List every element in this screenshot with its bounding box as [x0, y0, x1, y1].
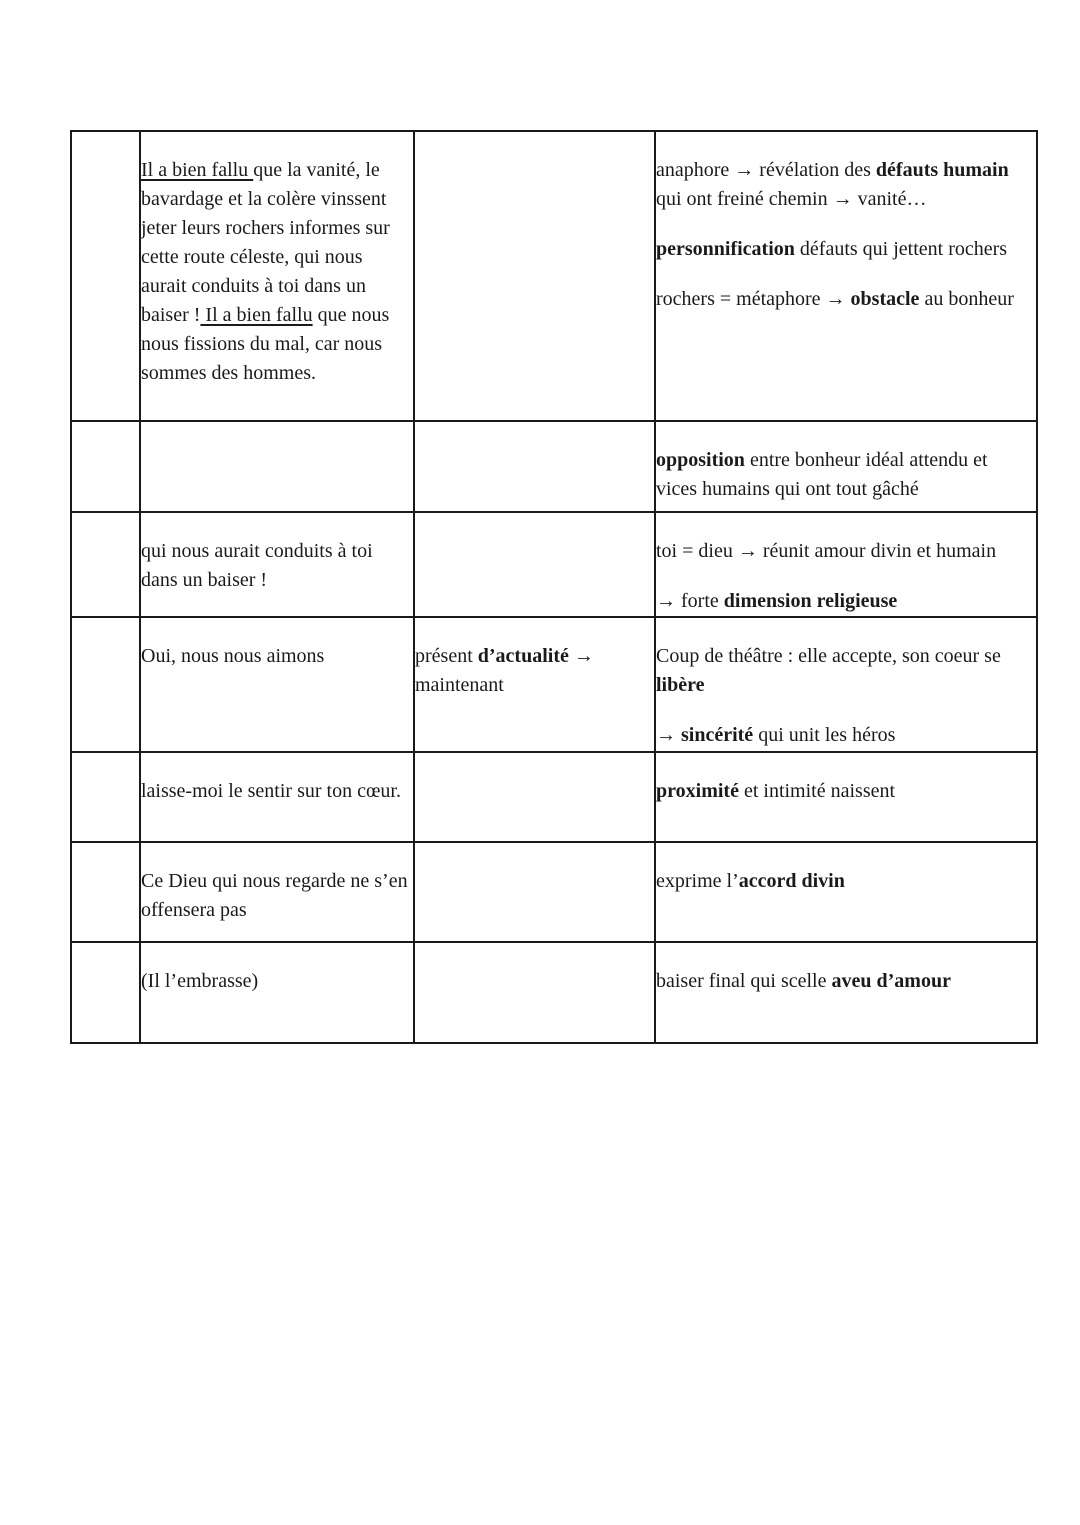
row-index-cell: [71, 752, 140, 842]
procede-cell: [414, 421, 655, 512]
row-index-cell: [71, 131, 140, 421]
row-index-cell: [71, 512, 140, 617]
effect-cell: [655, 421, 1037, 512]
table-row: [71, 421, 1037, 512]
row-index-cell: [71, 617, 140, 752]
quote-text: laisse-moi le sentir sur ton cœur.: [141, 780, 401, 802]
effect-paragraph: anaphore → révélation des défauts humain qui ont freiné chemin → vanité…: [656, 159, 1009, 210]
procede-cell: [414, 131, 655, 421]
quote-text: qui nous aurait conduits à toi dans un baiser !: [141, 540, 373, 591]
row-index-cell: [71, 421, 140, 512]
effect-cell: [655, 752, 1037, 842]
quote-text: Ce Dieu qui nous regarde ne s’en offensera pas: [141, 870, 408, 921]
effect-paragraph: exprime l’accord divin: [656, 870, 845, 892]
effect-cell: [655, 131, 1037, 421]
procede-cell: [414, 942, 655, 1043]
effect-paragraph: proximité et intimité naissent: [656, 780, 896, 802]
procede-cell: [414, 617, 655, 752]
table-row: [71, 752, 1037, 842]
row-index-cell: [71, 842, 140, 942]
effect-paragraph: toi = dieu → réunit amour divin et humain: [656, 540, 997, 562]
effect-paragraph: baiser final qui scelle aveu d’amour: [656, 970, 951, 992]
quote-cell: [140, 842, 414, 942]
procede-text: présent d’actualité → maintenant: [415, 645, 594, 696]
effect-paragraph: Coup de théâtre : elle accepte, son coeur se libère: [656, 645, 1001, 696]
quote-cell: [140, 752, 414, 842]
table-row: [71, 842, 1037, 942]
table-row: [71, 942, 1037, 1043]
procede-cell: [414, 842, 655, 942]
quote-text: (Il l’embrasse): [141, 970, 259, 992]
analysis-table: [70, 130, 1038, 1044]
table-row: [71, 617, 1037, 752]
quote-cell: [140, 942, 414, 1043]
effect-paragraph: rochers = métaphore → obstacle au bonheur: [656, 288, 1014, 310]
quote-cell: [140, 512, 414, 617]
quote-cell: [140, 131, 414, 421]
effect-paragraph: → forte dimension religieuse: [656, 590, 898, 612]
procede-cell: [414, 512, 655, 617]
effect-cell: [655, 942, 1037, 1043]
quote-cell: [140, 421, 414, 512]
quote-cell: [140, 617, 414, 752]
effect-cell: [655, 617, 1037, 752]
quote-text: Oui, nous nous aimons: [141, 645, 325, 667]
effect-cell: [655, 842, 1037, 942]
quote-text: Il a bien fallu que la vanité, le bavardage et la colère vinssent jeter leurs rochers informes sur cette route céleste, qui nous aurait conduits à toi dans un baiser ! Il a bien fallu que nous nous fissions du mal, car nous sommes des hommes.: [141, 159, 390, 384]
effect-paragraph: opposition entre bonheur idéal attendu et vices humains qui ont tout gâché: [656, 449, 988, 500]
effect-paragraph: personnification défauts qui jettent rochers: [656, 238, 1008, 260]
table-row: [71, 512, 1037, 617]
effect-paragraph: → sincérité qui unit les héros: [656, 724, 896, 746]
effect-cell: [655, 512, 1037, 617]
row-index-cell: [71, 942, 140, 1043]
table-row: [71, 131, 1037, 421]
procede-cell: [414, 752, 655, 842]
